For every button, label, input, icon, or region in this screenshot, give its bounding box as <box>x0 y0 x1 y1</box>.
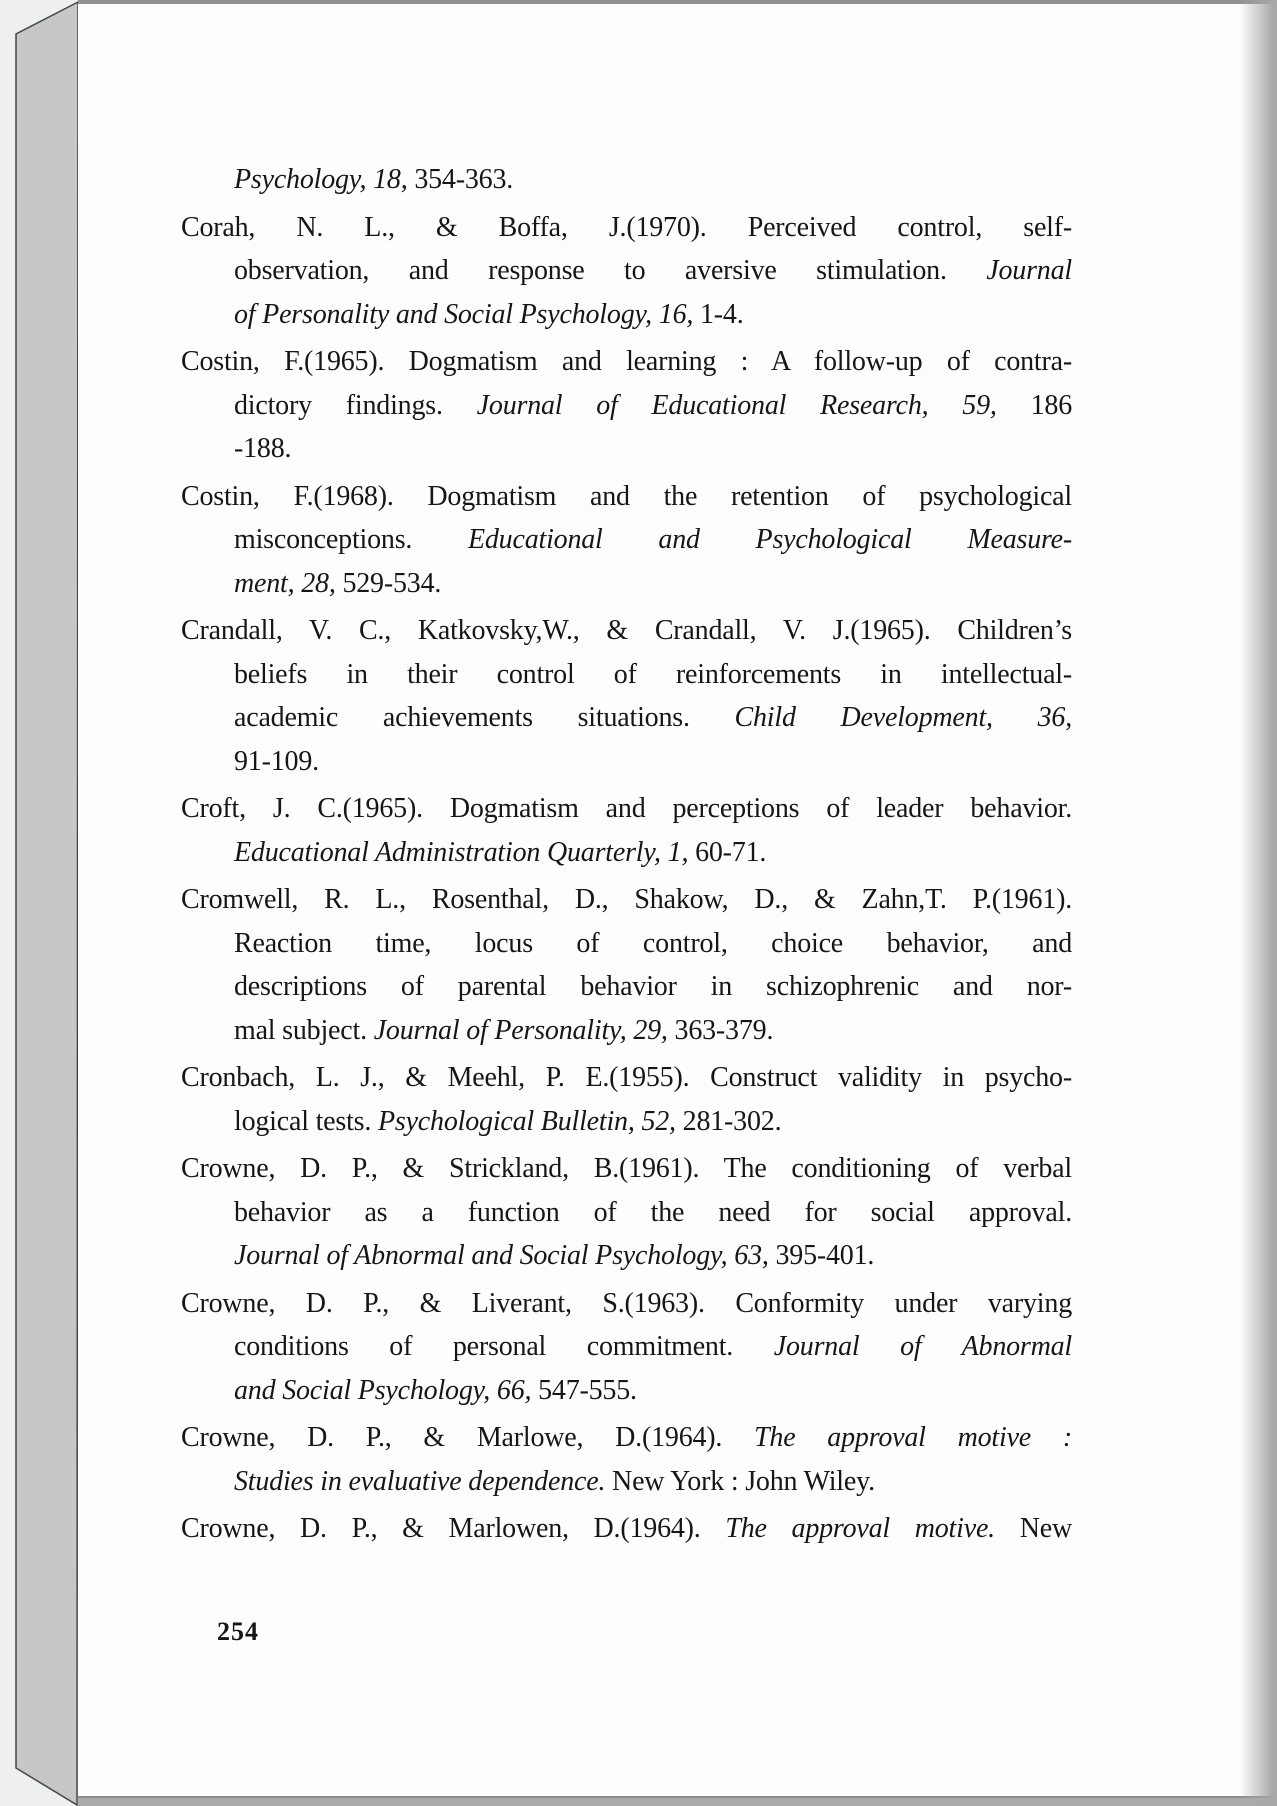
reference-text-segment: Crowne, D. P., & Liverant, S.(1963). Conformity under varying <box>181 1287 1072 1319</box>
reference-text-segment: Crowne, D. P., & Marlowen, D.(1964). <box>181 1513 726 1544</box>
references-list <box>181 158 1072 1551</box>
reference-text-segment: logical tests. <box>234 1105 378 1137</box>
reference-line <box>181 965 1072 1009</box>
reference-entry <box>181 1147 1072 1278</box>
reference-line <box>181 831 1072 875</box>
journal-title-segment: Psychological Bulletin, 52, <box>377 1105 676 1137</box>
reference-line <box>181 1460 1072 1504</box>
reference-text-segment: 186 <box>996 389 1073 421</box>
reference-line <box>181 787 1072 831</box>
reference-text-segment: Reaction time, locus of control, choice behavior, and <box>234 927 1072 959</box>
reference-line <box>181 1056 1072 1100</box>
journal-title-segment: Journal of Educational Research, 59, <box>476 389 997 421</box>
reference-text-segment: New York : John Wiley. <box>605 1465 875 1497</box>
page-edge-right-shadow <box>1240 0 1277 1806</box>
journal-title-segment: Journal of Abnormal and Social Psychology, 63, <box>234 1240 769 1271</box>
reference-line <box>181 427 1072 471</box>
page-number: 254 <box>217 1617 259 1646</box>
reference-text-segment: 91-109. <box>234 745 319 777</box>
reference-entry <box>181 878 1072 1052</box>
journal-title-segment: Educational and Psychological Measure- <box>467 524 1072 555</box>
reference-line <box>181 1100 1072 1144</box>
reference-line <box>181 653 1072 697</box>
journal-title-segment: and Social Psychology, 66, <box>234 1374 532 1406</box>
reference-text-segment: 529-534. <box>335 567 442 599</box>
reference-entry <box>181 1507 1072 1551</box>
reference-line <box>181 609 1072 653</box>
reference-entry <box>181 609 1072 783</box>
page-edge-bottom <box>78 1796 1277 1806</box>
journal-title-segment: Educational Administration Quarterly, 1, <box>234 836 689 868</box>
reference-text-segment: Croft, J. C.(1965). Dogmatism and perceptions of leader behavior. <box>181 793 1072 824</box>
reference-line <box>181 249 1072 293</box>
journal-title-segment: The approval motive : <box>754 1422 1072 1453</box>
journal-title-segment: Journal of Abnormal <box>773 1331 1073 1362</box>
reference-entry <box>181 475 1072 606</box>
reference-line <box>181 1282 1072 1326</box>
reference-text-segment: academic achievements situations. <box>234 702 735 733</box>
reference-line <box>181 740 1072 784</box>
reference-text-segment: 547-555. <box>531 1374 637 1406</box>
reference-text-segment: conditions of personal commitment. <box>234 1331 774 1362</box>
reference-text-segment: 1-4. <box>693 298 744 330</box>
reference-text-segment: Crowne, D. P., & Marlowe, D.(1964). <box>181 1422 755 1453</box>
journal-title-segment: of Personality and Social Psychology, 16, <box>234 298 694 330</box>
reference-entry <box>181 787 1072 874</box>
reference-line <box>181 1369 1072 1413</box>
reference-entry <box>181 158 1072 202</box>
reference-line <box>181 1325 1072 1369</box>
reference-text-segment: observation, and response to aversive stimulation. <box>234 255 987 286</box>
reference-line <box>181 878 1072 922</box>
reference-line <box>181 206 1072 250</box>
reference-text-segment: Crandall, V. C., Katkovsky,W., & Crandall, V. J.(1965). Children’s <box>181 615 1072 646</box>
reference-text-segment: behavior as a function of the need for social approval. <box>234 1196 1072 1228</box>
reference-text-segment: Corah, N. L., & Boffa, J.(1970). Perceived control, self- <box>181 211 1072 243</box>
reference-text-segment: beliefs in their control of reinforcements in intellectual- <box>234 658 1072 690</box>
reference-entry <box>181 206 1072 337</box>
reference-line <box>181 562 1072 606</box>
reference-text-segment: 281-302. <box>675 1105 782 1137</box>
reference-text-segment: Costin, F.(1968). Dogmatism and the retention of psychological <box>181 480 1072 512</box>
journal-title-segment: Psychology, 18, <box>234 164 408 195</box>
reference-line <box>181 1191 1072 1235</box>
reference-line <box>181 475 1072 519</box>
reference-text-segment: dictory findings. <box>234 389 477 421</box>
reference-line <box>181 293 1072 337</box>
reference-text-segment: 354-363. <box>407 164 514 195</box>
reference-text-segment: misconceptions. <box>234 524 468 555</box>
journal-title-segment: Journal of Personality, 29, <box>373 1014 668 1046</box>
page-stack-edge-shape <box>16 2 78 1805</box>
reference-line <box>181 922 1072 966</box>
reference-line <box>181 1009 1072 1053</box>
reference-text-segment: Crowne, D. P., & Strickland, B.(1961). The conditioning of verbal <box>181 1153 1072 1184</box>
reference-text-segment: -188. <box>234 433 292 464</box>
reference-line <box>181 696 1072 740</box>
journal-title-segment: The approval motive. <box>725 1513 995 1544</box>
journal-title-segment: Studies in evaluative dependence. <box>234 1465 606 1497</box>
reference-entry <box>181 340 1072 471</box>
reference-line <box>181 1507 1072 1551</box>
reference-text-segment: mal subject. <box>234 1014 374 1046</box>
reference-text-segment: 60-71. <box>688 836 767 868</box>
reference-line <box>181 340 1072 384</box>
reference-entry <box>181 1056 1072 1143</box>
reference-entry <box>181 1416 1072 1503</box>
reference-line <box>181 1234 1072 1278</box>
reference-entry <box>181 1282 1072 1413</box>
reference-text-segment: 395-401. <box>768 1240 875 1271</box>
reference-line <box>181 518 1072 562</box>
reference-text-segment: New <box>994 1513 1073 1544</box>
reference-line <box>181 384 1072 428</box>
page-edge-top <box>78 0 1277 4</box>
reference-text-segment: Costin, F.(1965). Dogmatism and learning : A follow-up of contra- <box>181 346 1072 377</box>
reference-text-segment: 363-379. <box>667 1014 774 1046</box>
journal-title-segment: Journal <box>986 255 1072 286</box>
reference-text-segment: descriptions of parental behavior in schizophrenic and nor- <box>234 971 1072 1002</box>
reference-text-segment: Cronbach, L. J., & Meehl, P. E.(1955). Construct validity in psycho- <box>181 1062 1072 1093</box>
journal-title-segment: ment, 28, <box>234 567 336 599</box>
reference-line <box>181 1147 1072 1191</box>
journal-title-segment: Child Development, 36, <box>734 702 1072 733</box>
reference-text-segment: Cromwell, R. L., Rosenthal, D., Shakow, D., & Zahn,T. P.(1961). <box>181 884 1072 915</box>
reference-line <box>181 158 1072 202</box>
page <box>78 2 1277 1796</box>
reference-line <box>181 1416 1072 1460</box>
